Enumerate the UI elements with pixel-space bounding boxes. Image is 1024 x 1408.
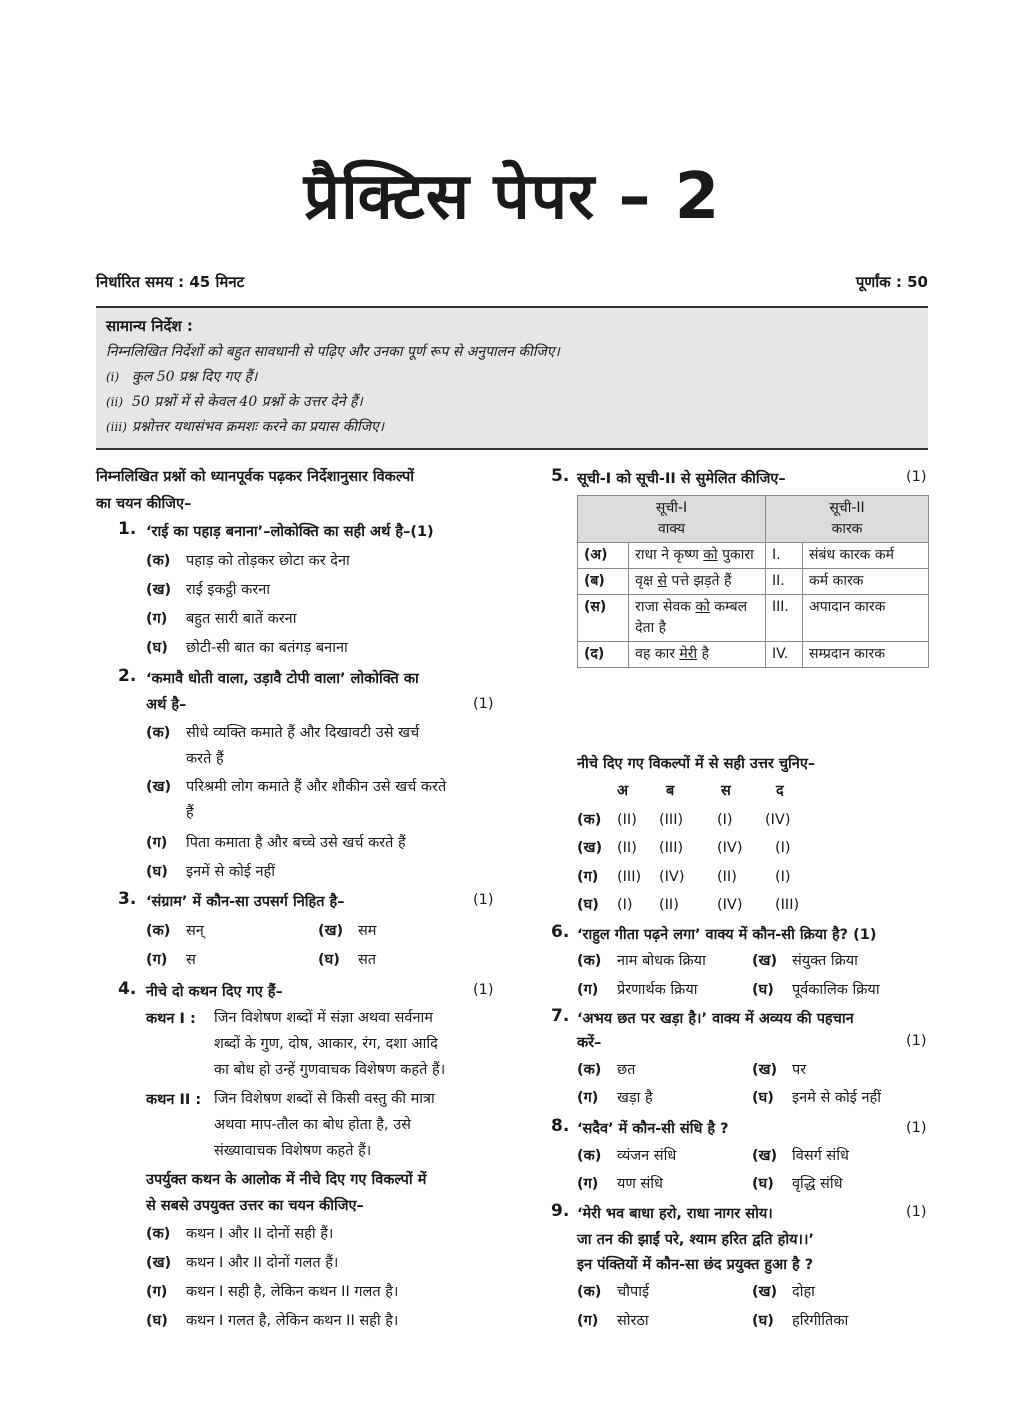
question-text: ‘कमावै धोती वाला, उड़ावै टोपी वाला’ लोकोक्ति का [146, 671, 419, 687]
question-number: 4. [118, 979, 137, 999]
matching-table [577, 495, 929, 668]
option-cont: हैं [186, 805, 194, 821]
option: (ख) विसर्ग संधि [752, 1148, 849, 1164]
option: (ख) सम [318, 923, 377, 939]
statement-text: शब्दों के गुण, दोष, आकार, रंग, दशा आदि [214, 1036, 438, 1052]
option: (ख) परिश्रमी लोग कमाते हैं और शौकीन उसे खर्च करते [146, 779, 447, 795]
question-number: 2. [118, 666, 137, 686]
table-row: (द) वह कार मेरी है IV. सम्प्रदान कारक [578, 642, 929, 668]
marks-label: (1) [906, 469, 927, 485]
option: (घ) छोटी-सी बात का बतंगड़ बनाना [146, 640, 348, 656]
statement-text: जिन विशेषण शब्दों से किसी वस्तु की मात्रा [214, 1091, 435, 1107]
question-instruction: से सबसे उपयुक्त उत्तर का चयन कीजिए– [146, 1198, 364, 1214]
marks-label: (1) [473, 696, 494, 712]
statement-text: अथवा माप-तौल का बोध होता है, उसे [214, 1117, 411, 1133]
option: (क) सन् [146, 923, 204, 939]
total-marks: पूर्णांक : 50 [855, 273, 928, 291]
list-2-header: सूची-II कारक [766, 496, 929, 543]
option: (घ) पूर्वकालिक क्रिया [752, 982, 880, 998]
question-text-cont: इन पंक्तियों में कौन-सा छंद प्रयुक्त हुआ है ? [577, 1257, 814, 1273]
section-intro-cont: का चयन कीजिए– [96, 496, 192, 512]
instructions-intro: निम्नलिखित निर्देशों को बहुत सावधानी से पढ़िए और उनका पूर्ण रूप से अनुपालन कीजिए। [106, 344, 560, 360]
option: (घ) हरिगीतिका [752, 1313, 849, 1329]
question-instruction: नीचे दिए गए विकल्पों में से सही उत्तर चुनिए– [577, 756, 816, 772]
option-cont: करते हैं [186, 751, 224, 767]
option: (ख) राई इकट्ठी करना [146, 582, 270, 598]
column-header: स [721, 783, 731, 799]
option: (घ) इनमें से कोई नहीं [146, 864, 275, 880]
question-text: ‘राहुल गीता पढ़ने लगा’ वाक्य में कौन-सी क्रिया है? (1) [577, 927, 877, 943]
marks-label: (1) [906, 1120, 927, 1136]
question-text: ‘सदैव’ में कौन-सी संधि है ? [577, 1121, 729, 1137]
statement-label: कथन I : [146, 1011, 196, 1027]
option: (ग) स [146, 952, 196, 968]
option: (ख) संयुक्त क्रिया [752, 953, 858, 969]
option: (ग) सोरठा [577, 1313, 649, 1329]
instruction-item: (i) कुल 50 प्रश्न दिए गए हैं। [106, 369, 258, 385]
statement-text: संख्यावाचक विशेषण कहते हैं। [214, 1143, 372, 1159]
option: (क) कथन I और II दोनों सही हैं। [146, 1226, 334, 1242]
section-intro: निम्नलिखित प्रश्नों को ध्यानपूर्वक पढ़कर निर्देशानुसार विकल्पों [96, 469, 415, 485]
answer-option: (ख) (II) (III) (IV) (I) [577, 840, 791, 856]
table-row: (ब) वृक्ष से पत्ते झड़ते हैं II. कर्म कारक [578, 569, 929, 595]
column-header: ब [666, 783, 675, 799]
instruction-item: (ii) 50 प्रश्नों में से केवल 40 प्रश्नों के उत्तर देने हैं। [106, 394, 363, 410]
table-row: (अ) राधा ने कृष्ण को पुकारा I. संबंध कारक कर्म [578, 543, 929, 569]
question-text: सूची-I को सूची-II से सुमेलित कीजिए– [577, 471, 786, 487]
question-number: 7. [551, 1006, 570, 1026]
marks-label: (1) [473, 982, 494, 998]
question-text: नीचे दो कथन दिए गए हैं– [146, 984, 283, 1000]
option: (ग) प्रेरणार्थक क्रिया [577, 982, 698, 998]
table-row: (स) राजा सेवक को कम्बल देता है III. अपादान कारक [578, 595, 929, 642]
option: (क) पहाड़ को तोड़कर छोटा कर देना [146, 553, 350, 569]
option: (क) नाम बोधक क्रिया [577, 953, 706, 969]
list-1-header: सूची-I वाक्य [578, 496, 766, 543]
question-text: ‘संग्राम’ में कौन-सा उपसर्ग निहित है– [146, 894, 345, 910]
question-number: 6. [551, 922, 570, 942]
question-text-cont: अर्थ है– [146, 697, 187, 713]
option: (घ) इनमे से कोई नहीं [752, 1090, 881, 1106]
option: (ग) खड़ा है [577, 1090, 653, 1106]
statement-text: का बोध हो उन्हें गुणवाचक विशेषण कहते हैं। [214, 1062, 446, 1078]
answer-option: (घ) (I) (II) (IV) (III) [577, 897, 800, 913]
option: (ख) कथन I और II दोनों गलत हैं। [146, 1255, 339, 1271]
instruction-item: (iii) प्रश्नोत्तर यथासंभव क्रमशः करने का प्रयास कीजिए। [106, 419, 385, 435]
question-number: 3. [118, 889, 137, 909]
question-number: 9. [551, 1201, 570, 1221]
marks-label: (1) [473, 892, 494, 908]
option: (ग) पिता कमाता है और बच्चे उसे खर्च करते हैं [146, 835, 406, 851]
column-header: अ [617, 783, 629, 799]
question-number: 1. [118, 519, 137, 539]
option: (ख) पर [752, 1062, 807, 1078]
question-text: ‘मेरी भव बाधा हरो, राधा नागर सोय। [577, 1206, 773, 1222]
option: (ग) कथन I सही है, लेकिन कथन II गलत है। [146, 1284, 399, 1300]
answer-option: (क) (II) (III) (I) (IV) [577, 812, 791, 828]
question-text: ‘राई का पहाड़ बनाना’–लोकोक्ति का सही अर्थ है–(1) [146, 524, 434, 540]
question-instruction: उपर्युक्त कथन के आलोक में नीचे दिए गए विकल्पों में [146, 1172, 427, 1188]
option: (ग) बहुत सारी बातें करना [146, 611, 297, 627]
question-text-cont: करें– [577, 1035, 602, 1051]
marks-label: (1) [906, 1033, 927, 1049]
question-number: 8. [551, 1116, 570, 1136]
question-number: 5. [551, 466, 570, 486]
option: (घ) सत [318, 952, 377, 968]
general-instructions-box [96, 306, 928, 450]
option: (क) सीधे व्यक्ति कमाते हैं और दिखावटी उसे खर्च [146, 725, 420, 741]
statement-text: जिन विशेषण शब्दों में संज्ञा अथवा सर्वनाम [214, 1010, 433, 1026]
instructions-heading: सामान्य निर्देश : [106, 317, 193, 335]
time-allowed: निर्धारित समय : 45 मिनट [96, 273, 245, 291]
page-title: प्रैक्टिस पेपर – 2 [303, 160, 721, 234]
option: (क) छत [577, 1062, 636, 1078]
option: (क) चौपाई [577, 1284, 650, 1300]
column-header: द [776, 783, 784, 799]
option: (ग) यण संधि [577, 1176, 663, 1192]
statement-label: कथन II : [146, 1092, 202, 1108]
option: (ख) दोहा [752, 1284, 815, 1300]
question-text-cont: जा तन की झाईं परे, श्याम हरित द्वति होय।।’ [577, 1232, 814, 1248]
marks-label: (1) [906, 1204, 927, 1220]
question-text: ‘अभय छत पर खड़ा है।’ वाक्य में अव्यय की पहचान [577, 1011, 854, 1027]
answer-option: (ग) (III) (IV) (II) (I) [577, 869, 791, 885]
option: (घ) वृद्धि संधि [752, 1176, 843, 1192]
option: (घ) कथन I गलत है, लेकिन कथन II सही है। [146, 1313, 399, 1329]
option: (क) व्यंजन संधि [577, 1148, 677, 1164]
